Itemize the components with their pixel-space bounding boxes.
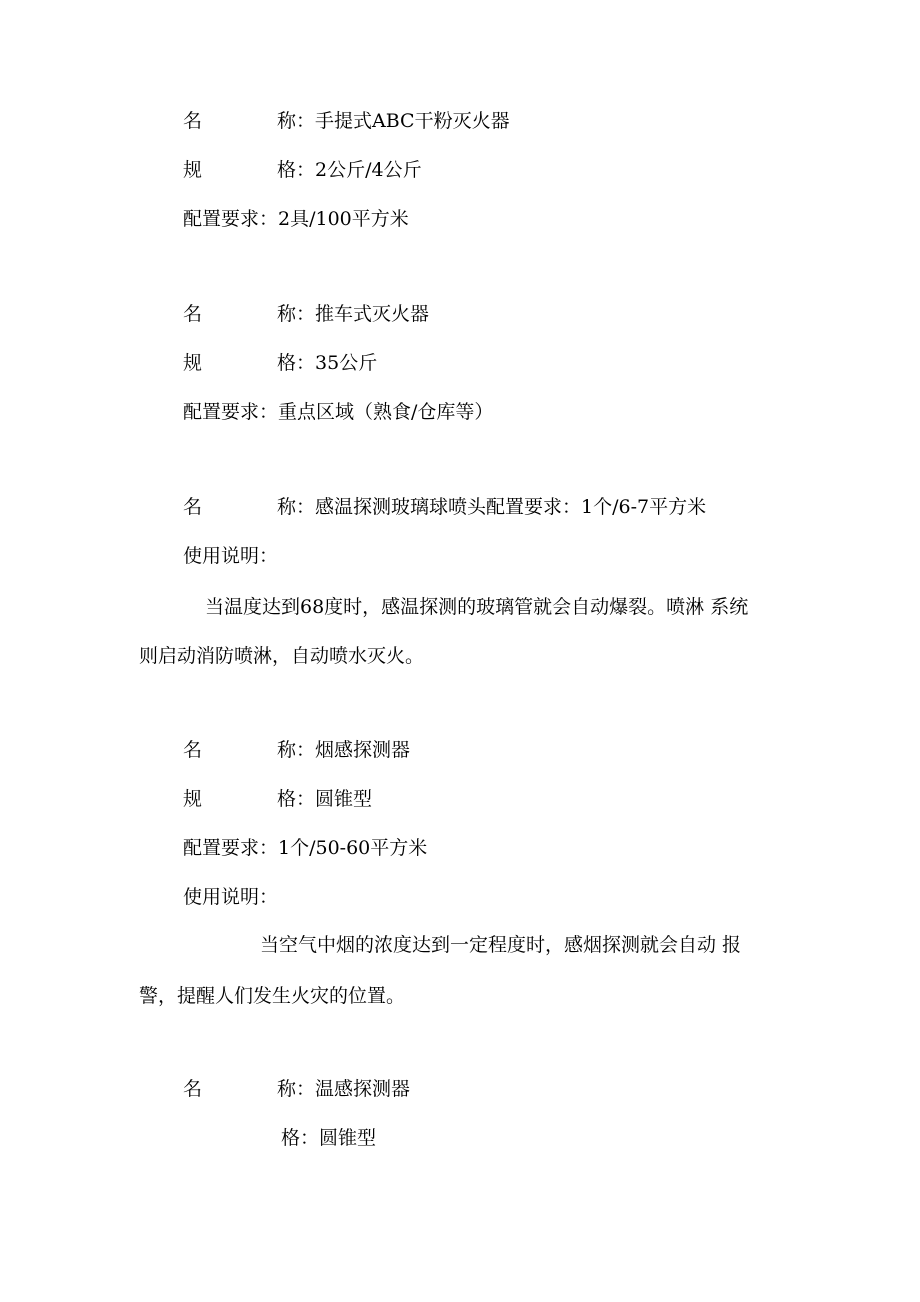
- sec1-spec-value: 2公斤/4公斤: [315, 159, 422, 181]
- sec1-name-value: 手提式ABC干粉灭火器: [315, 110, 510, 132]
- sec2-spec-value: 35公斤: [315, 352, 378, 374]
- sec2-spec-row: [183, 350, 803, 376]
- sec2-name-label-b: 称：推车式灭火器: [277, 303, 430, 325]
- sec1-config: 配置要求：2具/100平方米: [183, 208, 409, 230]
- sec2-name-row: [183, 301, 803, 327]
- sec4-name-label-b: 称：烟感探测器: [277, 739, 411, 761]
- sec1-name-label-b: 称：手提式ABC干粉灭火器: [277, 110, 510, 132]
- sec2-config: 配置要求：重点区域（熟食/仓库等）: [183, 401, 494, 423]
- sec5-name-row: [183, 1076, 803, 1102]
- sec1-name-label-a: 名: [183, 110, 203, 132]
- sec3-name-row: [183, 494, 803, 520]
- sec3-name-value: 感温探测玻璃球喷头配置要求：1个/6-7平方米: [315, 496, 707, 518]
- sec3-usage-label: 使用说明：: [183, 545, 279, 567]
- sec5-name-label-b: 称：温感探测器: [277, 1078, 411, 1100]
- sec4-name-row: [183, 737, 803, 763]
- sec1-spec-row: [183, 157, 803, 183]
- sec2-spec-label-a: 规: [183, 352, 203, 374]
- sec4-config: 配置要求：1个/50-60平方米: [183, 837, 428, 859]
- sec5-spec-row: [183, 1125, 803, 1151]
- sec4-name-value: 烟感探测器: [315, 739, 411, 761]
- sec1-name-row: [183, 108, 803, 134]
- sec5-spec-label-b: 格：圆锥型: [281, 1127, 377, 1149]
- sec4-name-label-a: 名: [183, 739, 203, 761]
- sec3-usage-line2: 则启动消防喷淋，自动喷水灭火。: [139, 645, 425, 667]
- sec2-name-value: 推车式灭火器: [315, 303, 430, 325]
- sec3-usage-line1: 当温度达到68度时，感温探测的玻璃管就会自动爆裂。喷淋 系统: [205, 596, 749, 618]
- sec5-name-value: 温感探测器: [315, 1078, 411, 1100]
- sec2-spec-label-b: 格：35公斤: [277, 352, 378, 374]
- sec5-spec-value: 圆锥型: [319, 1127, 377, 1149]
- sec4-spec-row: [183, 786, 803, 812]
- sec3-name-label-b: 称：感温探测玻璃球喷头配置要求：1个/6-7平方米: [277, 496, 707, 518]
- sec4-usage-line2: 警，提醒人们发生火灾的位置。: [139, 985, 406, 1007]
- sec4-usage-label: 使用说明：: [183, 886, 279, 908]
- sec1-spec-label-a: 规: [183, 159, 203, 181]
- sec4-usage-line1: 当空气中烟的浓度达到一定程度时，感烟探测就会自动 报: [260, 934, 742, 956]
- sec4-spec-value: 圆锥型: [315, 788, 373, 810]
- sec2-name-label-a: 名: [183, 303, 203, 325]
- sec5-name-label-a: 名: [183, 1078, 203, 1100]
- sec4-spec-label-b: 格：圆锥型: [277, 788, 373, 810]
- sec3-name-label-a: 名: [183, 496, 203, 518]
- sec4-spec-label-a: 规: [183, 788, 203, 810]
- sec1-spec-label-b: 格：2公斤/4公斤: [277, 159, 422, 181]
